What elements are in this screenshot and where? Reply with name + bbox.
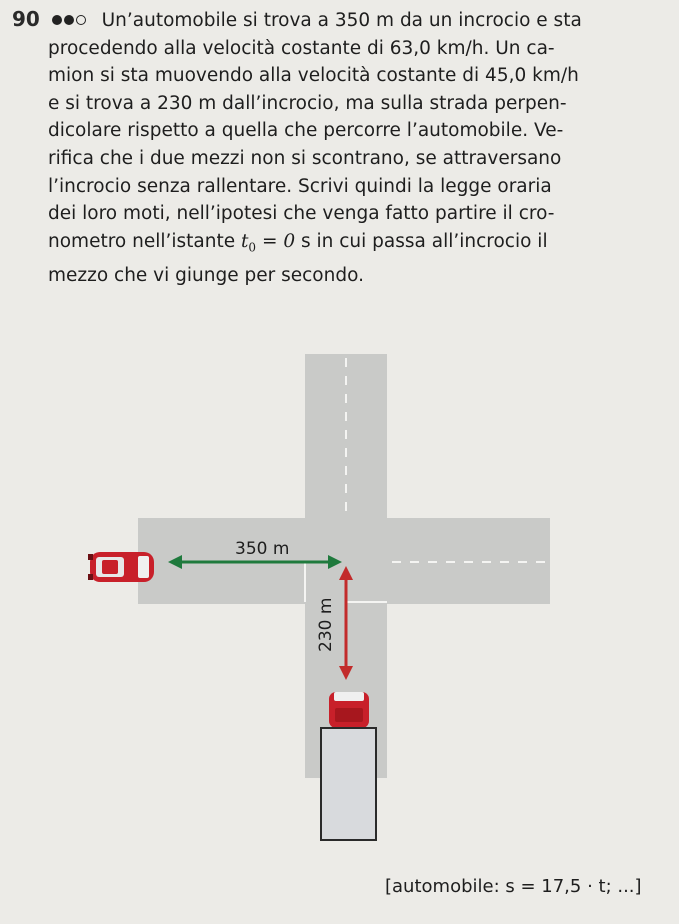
difficulty-dot-empty [76, 15, 86, 25]
problem-line-10: mezzo che vi giunge per secondo. [48, 265, 364, 287]
formula-var: t [240, 230, 249, 252]
car-distance-label: 350 m [235, 539, 290, 559]
problem-line-2: procedendo alla velocità costante di 63,0 km/h. Un ca- [48, 37, 555, 59]
difficulty-indicator [52, 6, 88, 34]
difficulty-dot-filled [64, 15, 74, 25]
difficulty-dot-filled [52, 15, 62, 25]
truck-distance-label: 230 m [316, 597, 336, 652]
problem-line-4: e si trova a 230 m dall’incrocio, ma sulla strada perpen- [48, 92, 567, 114]
problem-line-3: mion si sta muovendo alla velocità costante di 45,0 km/h [48, 65, 579, 87]
line9-after: s in cui passa all’incrocio il [295, 230, 548, 252]
problem-line-5: dicolare rispetto a quella che percorre l’automobile. Ve- [48, 120, 564, 142]
formula-rest: = 0 [256, 230, 296, 252]
formula-sub: 0 [248, 240, 257, 255]
problem-text [12, 6, 662, 290]
problem-line-8: dei loro moti, nell’ipotesi che venga fatto partire il cro- [48, 203, 555, 225]
problem-number: 90 [12, 7, 40, 31]
line9-before: nometro nell’istante [48, 230, 241, 252]
problem-line-9 [12, 228, 662, 262]
problem-line-6: rifica che i due mezzi non si scontrano, se attraversano [48, 147, 562, 169]
intersection-diagram [0, 340, 679, 870]
car-icon [88, 552, 154, 582]
problem-line-7: l’incrocio senza rallentare. Scrivi quindi la legge oraria [48, 175, 552, 197]
problem-line-1: Un’automobile si trova a 350 m da un incrocio e sta [101, 10, 582, 31]
truck-icon [321, 692, 376, 840]
answer-hint: [automobile: s = 17,5 · t; ...] [385, 876, 642, 897]
t0-formula [240, 230, 296, 255]
